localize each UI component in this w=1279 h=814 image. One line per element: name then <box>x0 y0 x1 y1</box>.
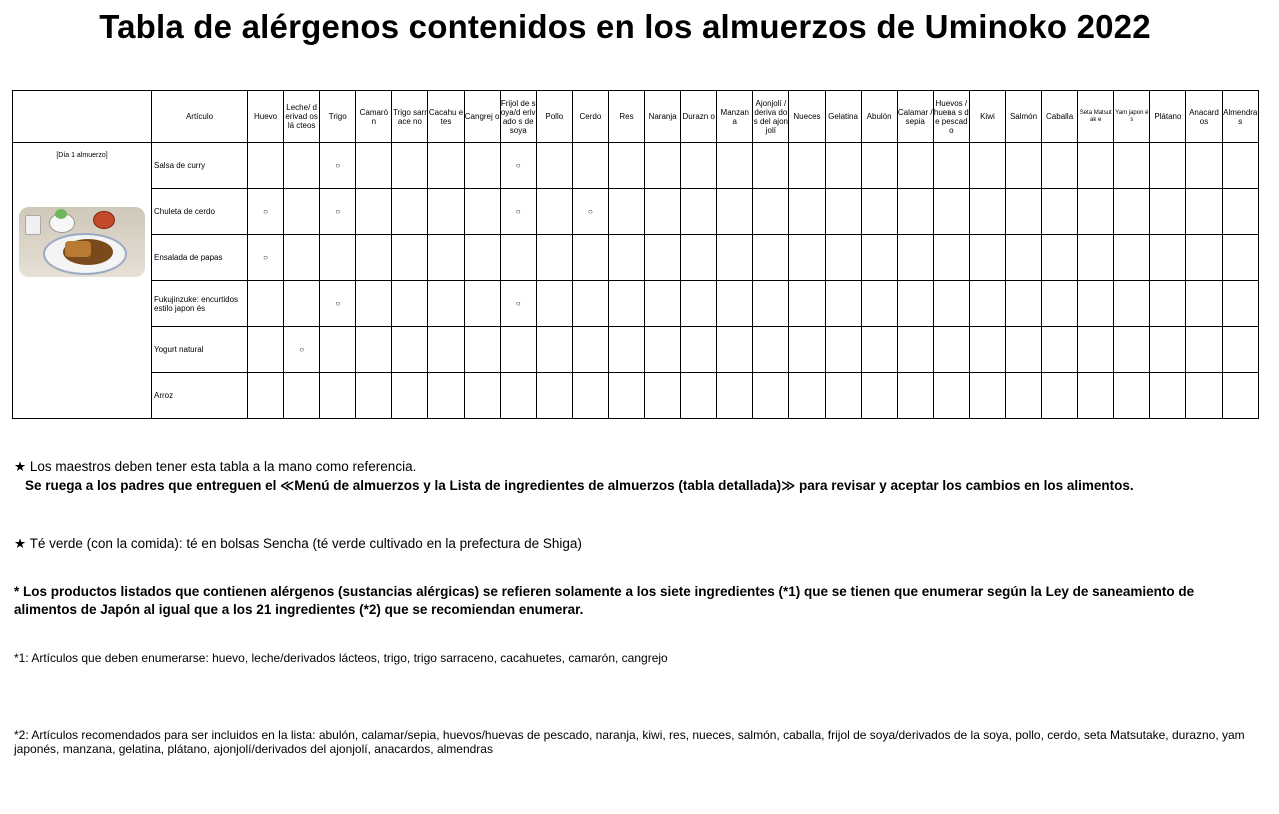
allergen-cell <box>1114 327 1150 373</box>
allergen-cell <box>392 281 428 327</box>
table-row <box>13 373 1259 419</box>
allergen-cell <box>1042 373 1078 419</box>
allergen-cell <box>681 189 717 235</box>
allergen-cell <box>320 235 356 281</box>
allergen-cell <box>1042 143 1078 189</box>
allergen-header: Naranja <box>645 91 681 143</box>
allergen-cell <box>428 235 464 281</box>
allergen-cell <box>1078 189 1114 235</box>
allergen-header: Trigo sarrace no <box>392 91 428 143</box>
allergen-cell: ○ <box>320 281 356 327</box>
allergen-header: Kiwi <box>969 91 1005 143</box>
allergen-cell <box>1005 281 1041 327</box>
dish-name: Arroz <box>152 373 248 419</box>
allergen-cell <box>897 327 933 373</box>
allergen-header: Salmón <box>1005 91 1041 143</box>
allergen-cell <box>536 143 572 189</box>
allergen-cell <box>825 143 861 189</box>
allergen-cell <box>500 373 536 419</box>
allergen-cell: ○ <box>248 189 284 235</box>
table-row <box>13 327 1259 373</box>
allergen-cell <box>356 235 392 281</box>
allergen-header: Gelatina <box>825 91 861 143</box>
allergen-cell <box>392 373 428 419</box>
allergen-cell <box>717 235 753 281</box>
note-parents-text: Se ruega a los padres que entreguen el ≪Menú de almuerzos y la Lista de ingredientes de almuerzos (tabla detallada)≫ para revisar y aceptar los cambios en los alimentos. <box>25 478 1134 493</box>
allergen-cell <box>464 143 500 189</box>
allergen-cell <box>897 143 933 189</box>
allergen-header: Abulón <box>861 91 897 143</box>
allergen-cell <box>933 189 969 235</box>
allergen-cell <box>356 373 392 419</box>
allergen-cell <box>248 143 284 189</box>
allergen-cell <box>284 235 320 281</box>
allergen-header: Leche/ derivad os lá cteos <box>284 91 320 143</box>
allergen-cell <box>1005 235 1041 281</box>
allergen-cell <box>536 281 572 327</box>
allergen-cell <box>1078 327 1114 373</box>
allergen-header: Camaró n <box>356 91 392 143</box>
allergen-cell <box>428 281 464 327</box>
allergen-cell <box>1114 235 1150 281</box>
allergen-cell <box>1222 143 1258 189</box>
allergen-cell <box>572 235 608 281</box>
allergen-header: Plátano <box>1150 91 1186 143</box>
allergen-cell <box>1150 327 1186 373</box>
dish-name: Salsa de curry <box>152 143 248 189</box>
allergen-cell <box>464 235 500 281</box>
allergen-cell <box>248 281 284 327</box>
allergen-cell: ○ <box>284 327 320 373</box>
allergen-cell: ○ <box>500 281 536 327</box>
allergen-cell <box>969 327 1005 373</box>
allergen-cell <box>969 281 1005 327</box>
table-row <box>13 189 1259 235</box>
allergen-cell <box>969 189 1005 235</box>
allergen-header: Huevos /huева s de pescad o <box>933 91 969 143</box>
allergen-cell <box>500 235 536 281</box>
allergen-cell <box>1186 143 1222 189</box>
allergen-cell <box>861 143 897 189</box>
allergen-cell <box>861 235 897 281</box>
allergen-cell <box>392 235 428 281</box>
allergen-cell <box>897 189 933 235</box>
allergen-cell <box>717 189 753 235</box>
allergen-cell <box>356 327 392 373</box>
allergen-cell <box>681 373 717 419</box>
dish-name: Fukujinzuke: encurtidos estilo japon és <box>152 281 248 327</box>
dish-photo-cell <box>13 143 152 419</box>
allergen-cell <box>969 143 1005 189</box>
allergen-header: Caballa <box>1042 91 1078 143</box>
allergen-cell <box>789 373 825 419</box>
allergen-cell <box>933 327 969 373</box>
article-header: Artículo <box>152 91 248 143</box>
allergen-header: Seta Matsutak e <box>1078 91 1114 143</box>
allergen-cell <box>1186 235 1222 281</box>
note-reference: ★ Los maestros deben tener esta tabla a la mano como referencia. <box>14 459 417 474</box>
allergen-cell <box>681 327 717 373</box>
allergen-cell <box>608 327 644 373</box>
allergen-header: Trigo <box>320 91 356 143</box>
allergen-cell <box>536 189 572 235</box>
allergen-cell <box>572 327 608 373</box>
dish-name: Chuleta de cerdo <box>152 189 248 235</box>
allergen-cell <box>1042 235 1078 281</box>
allergen-cell <box>464 373 500 419</box>
allergen-cell <box>1005 189 1041 235</box>
allergen-cell <box>572 373 608 419</box>
allergen-cell <box>789 235 825 281</box>
allergen-cell <box>1222 235 1258 281</box>
allergen-table <box>12 90 1259 419</box>
dish-name: Ensalada de papas <box>152 235 248 281</box>
allergen-cell <box>1186 327 1222 373</box>
allergen-cell <box>1114 281 1150 327</box>
allergen-cell <box>1186 373 1222 419</box>
allergen-cell <box>1005 373 1041 419</box>
allergen-header: Frijol de soya/d erivado s de soya <box>500 91 536 143</box>
allergen-cell <box>356 281 392 327</box>
allergen-cell <box>645 373 681 419</box>
allergen-header: Pollo <box>536 91 572 143</box>
allergen-cell <box>1222 281 1258 327</box>
allergen-cell <box>933 281 969 327</box>
allergen-cell <box>1150 373 1186 419</box>
allergen-cell <box>1005 143 1041 189</box>
allergen-cell <box>897 281 933 327</box>
table-row <box>13 281 1259 327</box>
allergen-cell <box>645 235 681 281</box>
note-allergens: * Los productos listados que contienen alérgenos (sustancias alérgicas) se refieren solamente a los siete ingredientes (*1) que se tienen que enumerar según la Ley de saneamiento de alimentos de Japón al igual que a los 21 ingredientes (*2) que se recomiendan enumerar. <box>14 584 1195 617</box>
allergen-cell <box>753 373 789 419</box>
allergen-cell: ○ <box>500 143 536 189</box>
allergen-header: Res <box>608 91 644 143</box>
allergen-cell <box>789 143 825 189</box>
allergen-header: Anacard os <box>1186 91 1222 143</box>
allergen-cell <box>825 281 861 327</box>
allergen-cell <box>608 189 644 235</box>
allergen-cell <box>753 235 789 281</box>
allergen-cell <box>1114 373 1150 419</box>
allergen-cell <box>717 327 753 373</box>
allergen-cell <box>645 189 681 235</box>
allergen-cell <box>717 281 753 327</box>
allergen-header: Cerdo <box>572 91 608 143</box>
allergen-cell <box>933 235 969 281</box>
allergen-cell: ○ <box>500 189 536 235</box>
allergen-cell <box>645 143 681 189</box>
allergen-cell <box>789 189 825 235</box>
allergen-cell <box>1114 189 1150 235</box>
day-label: [Día 1 almuerzo] <box>56 152 108 159</box>
allergen-cell <box>1186 281 1222 327</box>
allergen-header: Cacahu etes <box>428 91 464 143</box>
allergen-header: Almendras <box>1222 91 1258 143</box>
footnote-1: *1: Artículos que deben enumerarse: huevo, leche/derivados lácteos, trigo, trigo sarraceno, cacahuetes, camarón, cangrejo <box>14 651 668 665</box>
allergen-cell <box>717 143 753 189</box>
allergen-cell <box>1078 281 1114 327</box>
allergen-cell <box>1222 373 1258 419</box>
allergen-cell <box>608 373 644 419</box>
allergen-cell <box>464 189 500 235</box>
allergen-header: Nueces <box>789 91 825 143</box>
allergen-cell <box>284 189 320 235</box>
allergen-cell <box>753 281 789 327</box>
allergen-cell <box>789 327 825 373</box>
allergen-cell: ○ <box>320 189 356 235</box>
allergen-cell <box>392 189 428 235</box>
allergen-cell <box>681 281 717 327</box>
allergen-cell <box>608 143 644 189</box>
table-row <box>13 143 1259 189</box>
allergen-cell <box>969 373 1005 419</box>
allergen-cell <box>428 143 464 189</box>
allergen-cell <box>428 327 464 373</box>
allergen-cell <box>464 281 500 327</box>
allergen-cell: ○ <box>572 189 608 235</box>
allergen-cell <box>861 189 897 235</box>
allergen-cell <box>392 327 428 373</box>
page-title: Tabla de alérgenos contenidos en los almuerzos de Uminoko 2022 <box>99 8 1151 45</box>
allergen-header: Yam japon és <box>1114 91 1150 143</box>
allergen-cell <box>320 373 356 419</box>
allergen-cell <box>536 235 572 281</box>
allergen-cell <box>1150 235 1186 281</box>
allergen-header: Huevo <box>248 91 284 143</box>
allergen-cell <box>1222 327 1258 373</box>
footnote-2: *2: Artículos recomendados para ser incluidos en la lista: abulón, calamar/sepia, huevos/huevas de pescado, naranja, kiwi, res, nueces, salmón, caballa, frijol de soya/derivados de la soya, pollo, cerdo, seta Matsutake, durazno, yam japonés, manzana, gelatina, plátano, ajonjolí/derivados del ajonjolí, anacardos, almendras <box>14 728 1245 756</box>
allergen-cell <box>1078 143 1114 189</box>
allergen-cell <box>248 373 284 419</box>
allergen-cell <box>717 373 753 419</box>
allergen-cell <box>861 327 897 373</box>
allergen-cell <box>1186 189 1222 235</box>
allergen-header: Durazn o <box>681 91 717 143</box>
allergen-cell <box>1114 143 1150 189</box>
allergen-cell <box>536 373 572 419</box>
allergen-cell <box>428 189 464 235</box>
allergen-cell <box>897 235 933 281</box>
allergen-cell: ○ <box>248 235 284 281</box>
allergen-cell <box>284 281 320 327</box>
allergen-cell <box>1005 327 1041 373</box>
allergen-cell <box>933 143 969 189</box>
allergen-cell <box>356 189 392 235</box>
allergen-cell <box>825 189 861 235</box>
allergen-header: Ajonjolí /deriva dos del ajonjolí <box>753 91 789 143</box>
allergen-cell <box>500 327 536 373</box>
allergen-cell <box>1042 327 1078 373</box>
allergen-cell <box>753 143 789 189</box>
table-header-row <box>13 91 1259 143</box>
allergen-cell <box>320 327 356 373</box>
allergen-cell <box>861 373 897 419</box>
allergen-cell <box>969 235 1005 281</box>
allergen-cell <box>1150 143 1186 189</box>
allergen-cell <box>1150 189 1186 235</box>
allergen-cell <box>753 327 789 373</box>
allergen-cell <box>1150 281 1186 327</box>
lunch-photo <box>19 207 145 277</box>
allergen-cell <box>572 143 608 189</box>
allergen-cell <box>284 143 320 189</box>
allergen-cell <box>356 143 392 189</box>
allergen-cell <box>608 235 644 281</box>
dish-name: Yogurt natural <box>152 327 248 373</box>
allergen-cell <box>428 373 464 419</box>
allergen-cell <box>681 235 717 281</box>
allergen-cell <box>1078 373 1114 419</box>
allergen-cell: ○ <box>320 143 356 189</box>
allergen-cell <box>392 143 428 189</box>
allergen-cell <box>897 373 933 419</box>
allergen-cell <box>825 235 861 281</box>
allergen-header: Manzan a <box>717 91 753 143</box>
allergen-cell <box>572 281 608 327</box>
photo-header-cell <box>13 91 152 143</box>
note-green-tea: ★ Té verde (con la comida): té en bolsas Sencha (té verde cultivado en la prefectura de Shiga) <box>14 536 582 551</box>
allergen-cell <box>645 327 681 373</box>
allergen-cell <box>1042 189 1078 235</box>
allergen-cell <box>1078 235 1114 281</box>
allergen-cell <box>645 281 681 327</box>
allergen-cell <box>789 281 825 327</box>
allergen-cell <box>861 281 897 327</box>
allergen-cell <box>753 189 789 235</box>
allergen-cell <box>464 327 500 373</box>
note-parents <box>14 477 1134 495</box>
allergen-cell <box>536 327 572 373</box>
allergen-header: Cangrej o <box>464 91 500 143</box>
allergen-cell <box>933 373 969 419</box>
allergen-header: Calamar /sepia <box>897 91 933 143</box>
allergen-cell <box>681 143 717 189</box>
allergen-cell <box>825 327 861 373</box>
allergen-cell <box>284 373 320 419</box>
allergen-cell <box>1042 281 1078 327</box>
allergen-cell <box>825 373 861 419</box>
table-row <box>13 235 1259 281</box>
allergen-cell <box>608 281 644 327</box>
allergen-cell <box>248 327 284 373</box>
allergen-cell <box>1222 189 1258 235</box>
